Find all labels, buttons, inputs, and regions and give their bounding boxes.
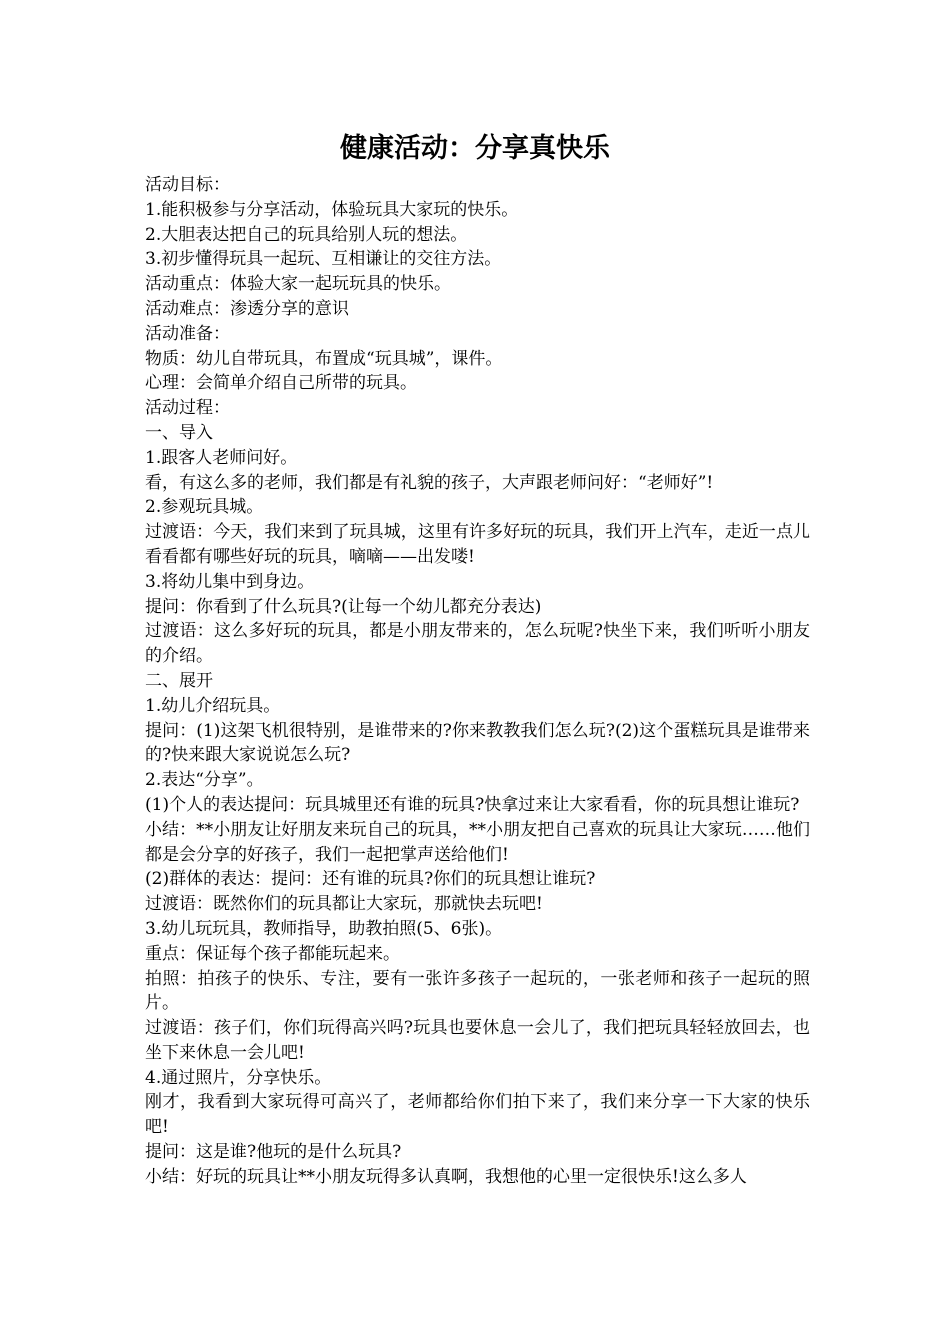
paragraph: 过渡语：今天，我们来到了玩具城，这里有许多好玩的玩具，我们开上汽车，走近一点儿看看都有哪些好玩的玩具，嘀嘀——出发喽! <box>145 522 810 567</box>
paragraph: 小结：**小朋友让好朋友来玩自己的玩具，**小朋友把自己喜欢的玩具让大家玩……他们都是会分享的好孩子，我们一起把掌声送给他们! <box>145 819 810 865</box>
paragraph: 看，有这么多的老师，我们都是有礼貌的孩子，大声跟老师问好：“老师好”! <box>145 472 714 493</box>
paragraph: 1.幼儿介绍玩具。 <box>145 695 281 716</box>
paragraph: 3.幼儿玩玩具，教师指导，助教拍照(5、6张)。 <box>145 918 503 939</box>
document-title: 健康活动：分享真快乐 <box>340 133 610 164</box>
paragraph: 活动难点：渗透分享的意识 <box>145 298 349 319</box>
paragraph: 2.表达“分享”。 <box>145 770 264 791</box>
paragraph: 刚才，我看到大家玩得可高兴了，老师都给你们拍下来了，我们来分享一下大家的快乐吧! <box>145 1092 810 1138</box>
paragraph: 提问：你看到了什么玩具?(让每一个幼儿都充分表达) <box>145 596 542 617</box>
paragraph: 提问：这是谁?他玩的是什么玩具? <box>145 1142 402 1163</box>
paragraph: 心理：会简单介绍自己所带的玩具。 <box>145 373 417 394</box>
paragraph: 4.通过照片，分享快乐。 <box>145 1067 332 1088</box>
paragraph: 过渡语：孩子们，你们玩得高兴吗?玩具也要休息一会儿了，我们把玩具轻轻放回去，也坐下来休息一会儿吧! <box>145 1018 810 1063</box>
paragraph: (1)个人的表达提问：玩具城里还有谁的玩具?快拿过来让大家看看，你的玩具想让谁玩? <box>145 794 800 815</box>
paragraph: 2.参观玩具城。 <box>145 497 264 518</box>
paragraph: 1.跟客人老师问好。 <box>145 447 298 468</box>
paragraph: 活动准备： <box>145 323 230 344</box>
paragraph: 2.大胆表达把自己的玩具给别人玩的想法。 <box>145 224 468 245</box>
paragraph: 活动目标： <box>145 175 230 195</box>
paragraph: 二、展开 <box>145 670 213 691</box>
paragraph: 一、导入 <box>145 422 213 443</box>
paragraph: 过渡语：这么多好玩的玩具，都是小朋友带来的，怎么玩呢?快坐下来，我们听听小朋友的介绍。 <box>145 621 810 667</box>
paragraph: 拍照：拍孩子的快乐、专注，要有一张许多孩子一起玩的，一张老师和孩子一起玩的照片。 <box>145 968 810 1014</box>
document-body <box>145 173 810 1190</box>
paragraph: 1.能积极参与分享活动，体验玩具大家玩的快乐。 <box>145 199 519 220</box>
paragraph: 活动重点：体验大家一起玩玩具的快乐。 <box>145 274 451 295</box>
paragraph: 小结：好玩的玩具让**小朋友玩得多认真啊，我想他的心里一定很快乐!这么多人 <box>145 1166 747 1187</box>
paragraph: (2)群体的表达：提问：还有谁的玩具?你们的玩具想让谁玩? <box>145 869 596 890</box>
paragraph: 提问：(1)这架飞机很特别，是谁带来的?你来教教我们怎么玩?(2)这个蛋糕玩具是谁带来的?快来跟大家说说怎么玩? <box>145 720 810 766</box>
paragraph: 过渡语：既然你们的玩具都让大家玩，那就快去玩吧! <box>145 894 543 915</box>
paragraph: 3.初步懂得玩具一起玩、互相谦让的交往方法。 <box>145 249 502 270</box>
paragraph: 重点：保证每个孩子都能玩起来。 <box>145 943 400 964</box>
paragraph: 3.将幼儿集中到身边。 <box>145 571 315 592</box>
paragraph: 物质：幼儿自带玩具，布置成“玩具城”，课件。 <box>145 348 503 369</box>
paragraph: 活动过程： <box>145 398 230 419</box>
